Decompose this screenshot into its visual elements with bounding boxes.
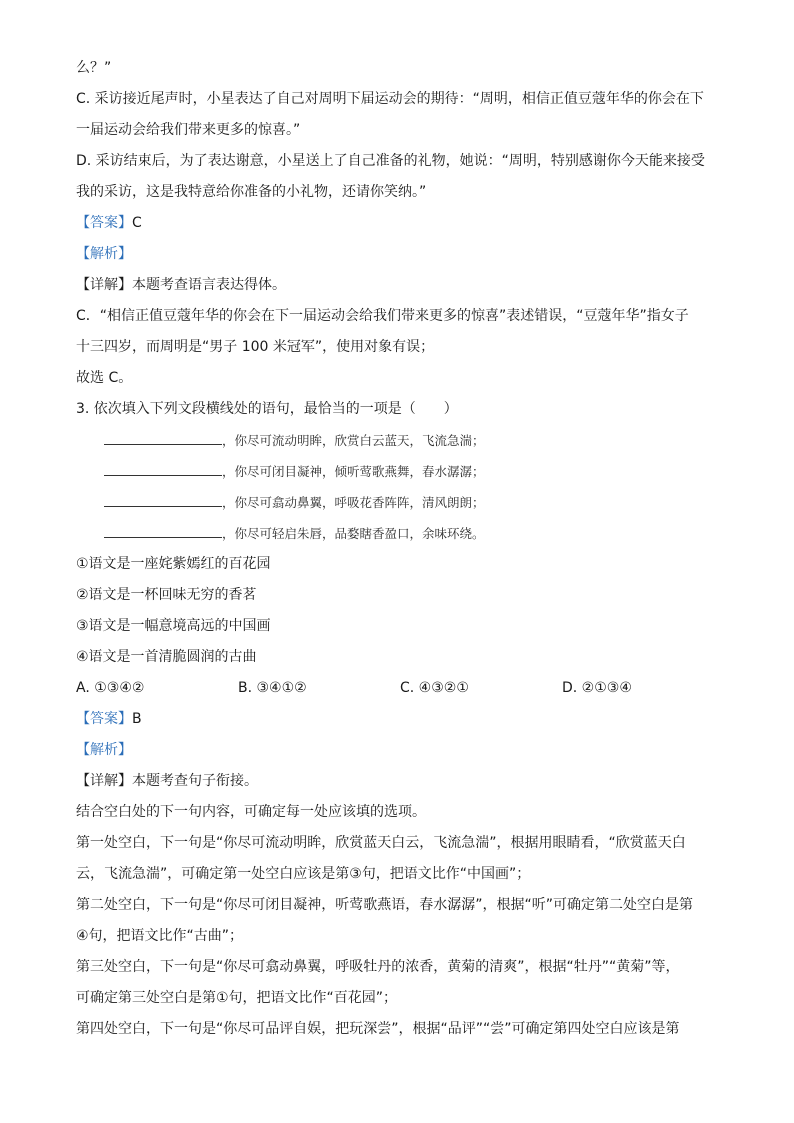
q3-explain-line: 可确定第三处空白是第①句，把语文比作“百花园”； bbox=[76, 990, 398, 1006]
blank-sentence: ，你尽可流动明眸，欣赏白云蓝天，飞流急湍； bbox=[222, 433, 485, 448]
document-page bbox=[76, 58, 726, 1039]
fill-blank-line bbox=[76, 430, 726, 450]
answer-value: C bbox=[132, 215, 142, 231]
answer-tag: 【答案】 bbox=[76, 711, 132, 727]
q3-explain-line: ④句，把语文比作“古曲”； bbox=[76, 928, 244, 944]
q2-answer bbox=[76, 213, 726, 233]
fill-blank bbox=[104, 492, 222, 507]
analysis-tag: 【解析】 bbox=[76, 742, 132, 758]
blank-sentence: ，你尽可翕动鼻翼，呼吸花香阵阵，清风朗朗； bbox=[222, 495, 485, 510]
option-c-line-1: C. 采访接近尾声时，小星表达了自己对周明下届运动会的期待：“周明，相信正值豆蔻年华的你会在下 bbox=[76, 91, 704, 107]
answer-value: B bbox=[132, 711, 142, 727]
q3-stem: 3. 依次填入下列文段横线处的语句，最恰当的一项是（ ） bbox=[76, 401, 458, 417]
detail-text: 本题考查句子衔接。 bbox=[132, 773, 258, 789]
detail-text: 本题考查语言表达得体。 bbox=[132, 277, 286, 293]
option-d-line-2: 我的采访，这是我特意给你准备的小礼物，还请你笑纳。” bbox=[76, 184, 427, 200]
blank-sentence: ，你尽可轻启朱唇，品婺瞎香盈口，余味环绕。 bbox=[222, 526, 485, 541]
option-b: B. ③④①② bbox=[238, 680, 307, 696]
q3-item-1: ①语文是一座姹紫嫣红的百花园 bbox=[76, 556, 271, 572]
q3-item-2: ②语文是一杯回味无穷的香茗 bbox=[76, 587, 257, 603]
q3-explain-line: 云，飞流急湍”，可确定第一处空白应该是第③句，把语文比作“中国画”； bbox=[76, 866, 531, 882]
q3-explain-line: 第一处空白，下一句是“你尽可流动明眸，欣赏蓝天白云，飞流急湍”，根据用眼睛看，“欣赏蓝天白 bbox=[76, 835, 686, 851]
q3-options bbox=[76, 678, 726, 698]
q3-analysis-tag bbox=[76, 740, 726, 760]
q2-analysis-tag bbox=[76, 244, 726, 264]
q2-explain-1: C．“相信正值豆蔻年华的你会在下一届运动会给我们带来更多的惊喜”表述错误，“豆蔻年华”指女子 bbox=[76, 308, 689, 324]
q3-explain-line: 第二处空白，下一句是“你尽可闭目凝神，听莺歌燕语，春水潺潺”，根据“听”可确定第二处空白是第 bbox=[76, 897, 694, 913]
text-line: 么？” bbox=[76, 60, 112, 76]
detail-tag: 【详解】 bbox=[76, 773, 132, 789]
option-d-line-1: D. 采访结束后，为了表达谢意，小星送上了自己准备的礼物，她说：“周明，特别感谢你今天能来接受 bbox=[76, 153, 705, 169]
option-c: C. ④③②① bbox=[400, 680, 469, 696]
blank-sentence: ，你尽可闭目凝神，倾听莺歌燕舞，春水潺潺； bbox=[222, 464, 485, 479]
q2-detail bbox=[76, 275, 726, 295]
q3-explain-line: 第四处空白，下一句是“你尽可品评自娱，把玩深尝”，根据“品评”“尝”可确定第四处空白应该是第 bbox=[76, 1021, 680, 1037]
fill-blank bbox=[104, 430, 222, 445]
fill-blank-line bbox=[76, 461, 726, 481]
fill-blank bbox=[104, 523, 222, 538]
q3-answer bbox=[76, 709, 726, 729]
option-d: D. ②①③④ bbox=[562, 680, 632, 696]
fill-blank-line bbox=[76, 523, 726, 543]
q3-explain-line: 第三处空白，下一句是“你尽可翕动鼻翼，呼吸牡丹的浓香，黄菊的清爽”，根据“牡丹”“黄菊”等， bbox=[76, 959, 680, 975]
q3-explain-line: 结合空白处的下一句内容，可确定每一处应该填的选项。 bbox=[76, 804, 426, 820]
q3-detail bbox=[76, 771, 726, 791]
detail-tag: 【详解】 bbox=[76, 277, 132, 293]
q2-explain-2: 十三四岁，而周明是“男子 100 米冠军”，使用对象有误； bbox=[76, 339, 435, 355]
option-a: A. ①③④② bbox=[76, 680, 145, 696]
answer-tag: 【答案】 bbox=[76, 215, 132, 231]
analysis-tag: 【解析】 bbox=[76, 246, 132, 262]
q2-conclusion: 故选 C。 bbox=[76, 370, 133, 386]
q3-item-3: ③语文是一幅意境高远的中国画 bbox=[76, 618, 271, 634]
fill-blank-line bbox=[76, 492, 726, 512]
q3-item-4: ④语文是一首清脆圆润的古曲 bbox=[76, 649, 257, 665]
option-c-line-2: 一届运动会给我们带来更多的惊喜。” bbox=[76, 122, 301, 138]
fill-blank bbox=[104, 461, 222, 476]
